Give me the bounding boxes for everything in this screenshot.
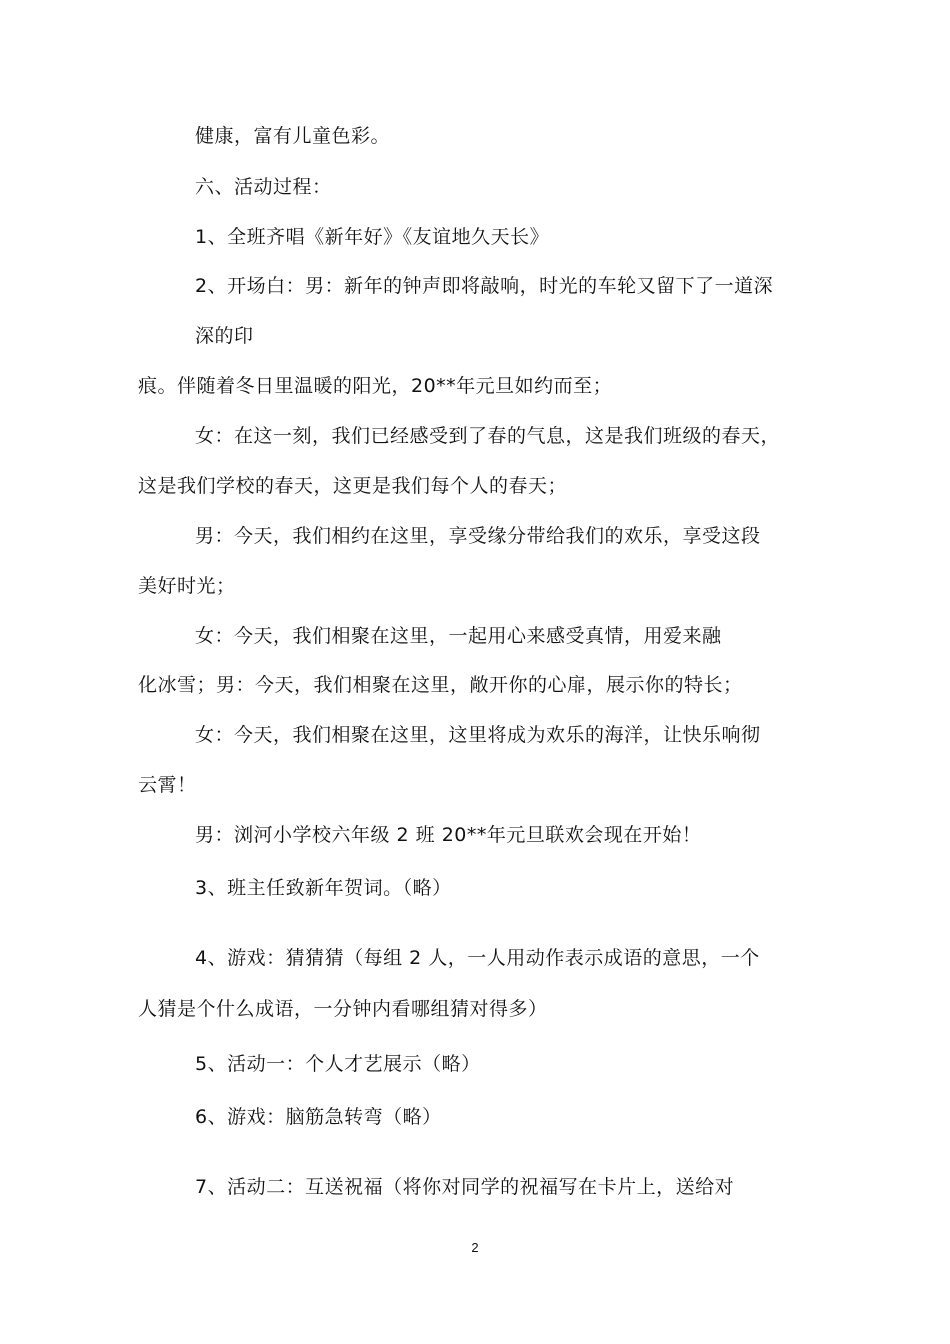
text-line: 痕。伴随着冬日里温暖的阳光，20**年元旦如约而至； xyxy=(138,375,613,397)
text-line: 5、活动一：个人才艺展示（略） xyxy=(195,1053,481,1075)
text-line: 化冰雪；男：今天，我们相聚在这里，敞开你的心扉，展示你的特长； xyxy=(138,674,743,696)
text-line: 健康，富有儿童色彩。 xyxy=(195,125,391,147)
text-line: 女：今天，我们相聚在这里，一起用心来感受真情，用爱来融 xyxy=(195,625,722,647)
text-line: 美好时光； xyxy=(138,575,236,597)
page-number: 2 xyxy=(471,1240,479,1255)
text-line: 3、班主任致新年贺词。（略） xyxy=(195,877,452,899)
text-line: 6、游戏：脑筋急转弯（略） xyxy=(195,1106,442,1128)
text-line: 女：在这一刻，我们已经感受到了春的气息，这是我们班级的春天， xyxy=(195,425,781,447)
section-heading: 六、活动过程： xyxy=(195,176,332,198)
text-line: 云霄！ xyxy=(138,774,197,796)
text-line: 深的印 xyxy=(195,325,254,347)
text-line: 1、全班齐唱《新年好》《友谊地久天长》 xyxy=(195,226,550,248)
text-line: 男：今天，我们相约在这里，享受缘分带给我们的欢乐，享受这段 xyxy=(195,525,761,547)
text-line: 这是我们学校的春天，这更是我们每个人的春天； xyxy=(138,475,568,497)
text-line: 男：浏河小学校六年级 2 班 20**年元旦联欢会现在开始！ xyxy=(195,824,702,846)
text-line: 4、游戏：猜猜猜（每组 2 人，一人用动作表示成语的意思，一个 xyxy=(195,947,760,969)
text-line: 女：今天，我们相聚在这里，这里将成为欢乐的海洋，让快乐响彻 xyxy=(195,724,761,746)
text-line: 2、开场白：男：新年的钟声即将敲响，时光的车轮又留下了一道深 xyxy=(195,275,774,297)
text-line: 7、活动二：互送祝福（将你对同学的祝福写在卡片上，送给对 xyxy=(195,1176,735,1198)
text-line: 人猜是个什么成语，一分钟内看哪组猜对得多） xyxy=(138,998,548,1020)
